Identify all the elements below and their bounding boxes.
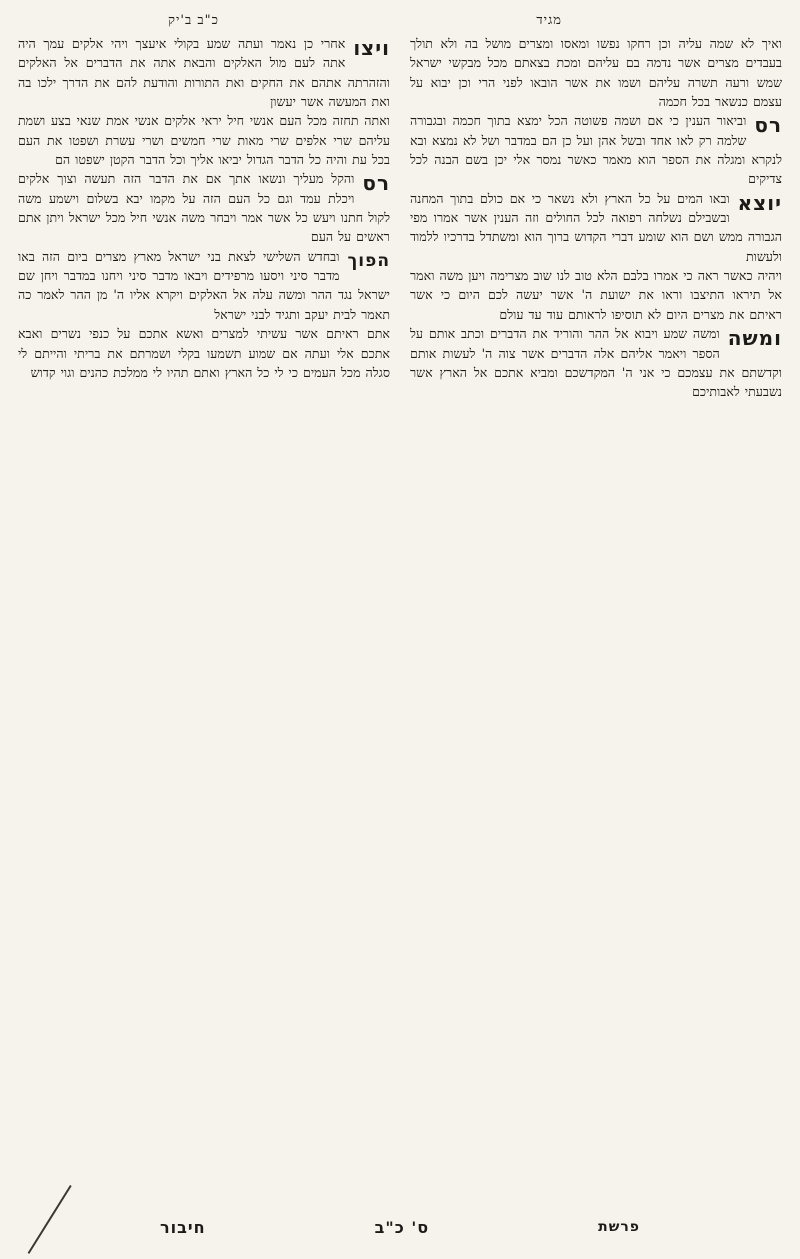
footer-left: חיבור xyxy=(160,1217,206,1237)
marginal-block xyxy=(18,169,390,246)
paragraph: אחרי כן נאמר ועתה שמע בקולי איעצך ויהי אלקים עמך היה אתה לעם מול האלקים והבאת אתה את הדברים אל האלקים והזהרתה אתהם את החקים ואת התורות והודעת להם את הדרך ילכו בה ואת המעשה אשר יעשון xyxy=(18,36,390,110)
running-head-left: כ"ב ב'יק xyxy=(168,13,219,28)
paragraph: ואתה תחזה מכל העם אנשי חיל יראי אלקים אנשי אמת שנאי בצע ושמת עליהם שרי אלפים שרי מאות שרי חמשים ושרי עשרת ושפטו את העם בכל עת והיה כל הדבר הגדול יביאו אליך וכל הדבר הקטן ישפטו הם xyxy=(18,113,390,168)
marginal-block xyxy=(410,324,782,401)
paragraph: ואיך לא שמה עליה וכן רחקו נפשו ומאסו ומצרים מושל בה ולא תולך בעבדים מצרים אשר נדמה בם עליהם ומכת בצאתם מכל מבקשי ישראל שמש ורעה תשרה עליהם ושמו את אשר הובאו לפני הרי וכן יבוא על עצמם כנשאר בכל חכמה xyxy=(410,36,782,110)
marginal-block xyxy=(18,34,390,111)
column-right xyxy=(410,34,782,1204)
marginal-heading: הפוך xyxy=(347,250,390,271)
paragraph: וביאור הענין כי אם ושמה פשוטה הכל ימצא בתוך חכמה ובגבורה שלמה רק לאו אחד ובשל אהן ועל כן הם במדבר ושל לא נמצא ובא לנקרא ומגלה את הספר הוא מאמר כאשר נמסר אלי יכן בשם הבנה לכל צדיקים xyxy=(410,113,782,187)
page-footer xyxy=(160,1212,640,1242)
text-columns xyxy=(18,34,782,1204)
marginal-heading: ומשה xyxy=(727,326,782,351)
footer-right: פרשת xyxy=(598,1219,640,1235)
paragraph: אתם ראיתם אשר עשיתי למצרים ואשא אתכם על כנפי נשרים ואבא אתכם אלי ועתה אם שמוע תשמעו בקלי ושמרתם את בריתי והייתם לי סגלה מכל העמים כי לי כל הארץ ואתם תהיו לי ממלכת כהנים וגוי קדוש xyxy=(18,326,390,380)
marginal-heading: רס xyxy=(754,113,782,138)
marginal-heading: רס xyxy=(362,171,390,196)
running-head-right: מגיד xyxy=(536,13,562,28)
marginal-heading: יוצא xyxy=(737,190,782,215)
paragraph: ומשה שמע ויבוא אל ההר והוריד את הדברים וכתב אותם על הספר ויאמר אליהם אלה הדברים אשר צוה ה' לעשות אותם וקדשתם את עצמכם כי אני ה' המקדשכם ומביא אתכם אל הארץ אשר נשבעתי לאבותיכם xyxy=(410,326,782,400)
marginal-block xyxy=(410,189,782,266)
paragraph: ובחדש השלישי לצאת בני ישראל מארץ מצרים ביום הזה באו מדבר סיני ויסעו מרפידים ויבאו מדבר סיני ויחנו במדבר ויחן שם ישראל נגד ההר ומשה עלה אל האלקים ויקרא אליו ה' מן ההר לאמר כה תאמר לבית יעקב ותגיד לבני ישראל xyxy=(18,248,390,322)
marginal-block xyxy=(18,247,390,324)
header xyxy=(18,10,782,36)
page xyxy=(18,10,782,1250)
paragraph: והקל מעליך ונשאו אתך אם את הדבר הזה תעשה וצוך אלקים ויכלת עמד וגם כל העם הזה על מקמו יבא בשלום וישמע משה לקול חתנו ויעש כל אשר אמר ויבחר משה אנשי חיל מכל ישראל ויתן אתם ראשים על העם xyxy=(18,171,390,245)
column-left xyxy=(18,34,390,1204)
footer-signature: ס' כ"ב xyxy=(374,1217,430,1237)
marginal-heading: ויצו xyxy=(353,36,390,60)
paragraph: ויהיה כאשר ראה כי אמרו בלבם הלא טוב לנו שוב מצרימה ויען משה ואמר אל תיראו התיצבו וראו את ישועת ה' אשר יעשה לכם היום כי אשר ראיתם את מצרים היום לא תוסיפו לראותם עוד עד עולם xyxy=(410,268,782,322)
paragraph: ובאו המים על כל הארץ ולא נשאר כי אם כולם בתוך המחנה ובשבילם נשלחה רפואה לכל החולים וזה הענין אשר אמרו מפי הגבורה ממש ושם הוא שומע דברי הקדוש ברוך הוא ומשתדל בדרכיו ללמוד ולעשות xyxy=(410,190,782,264)
marginal-block xyxy=(410,111,782,188)
